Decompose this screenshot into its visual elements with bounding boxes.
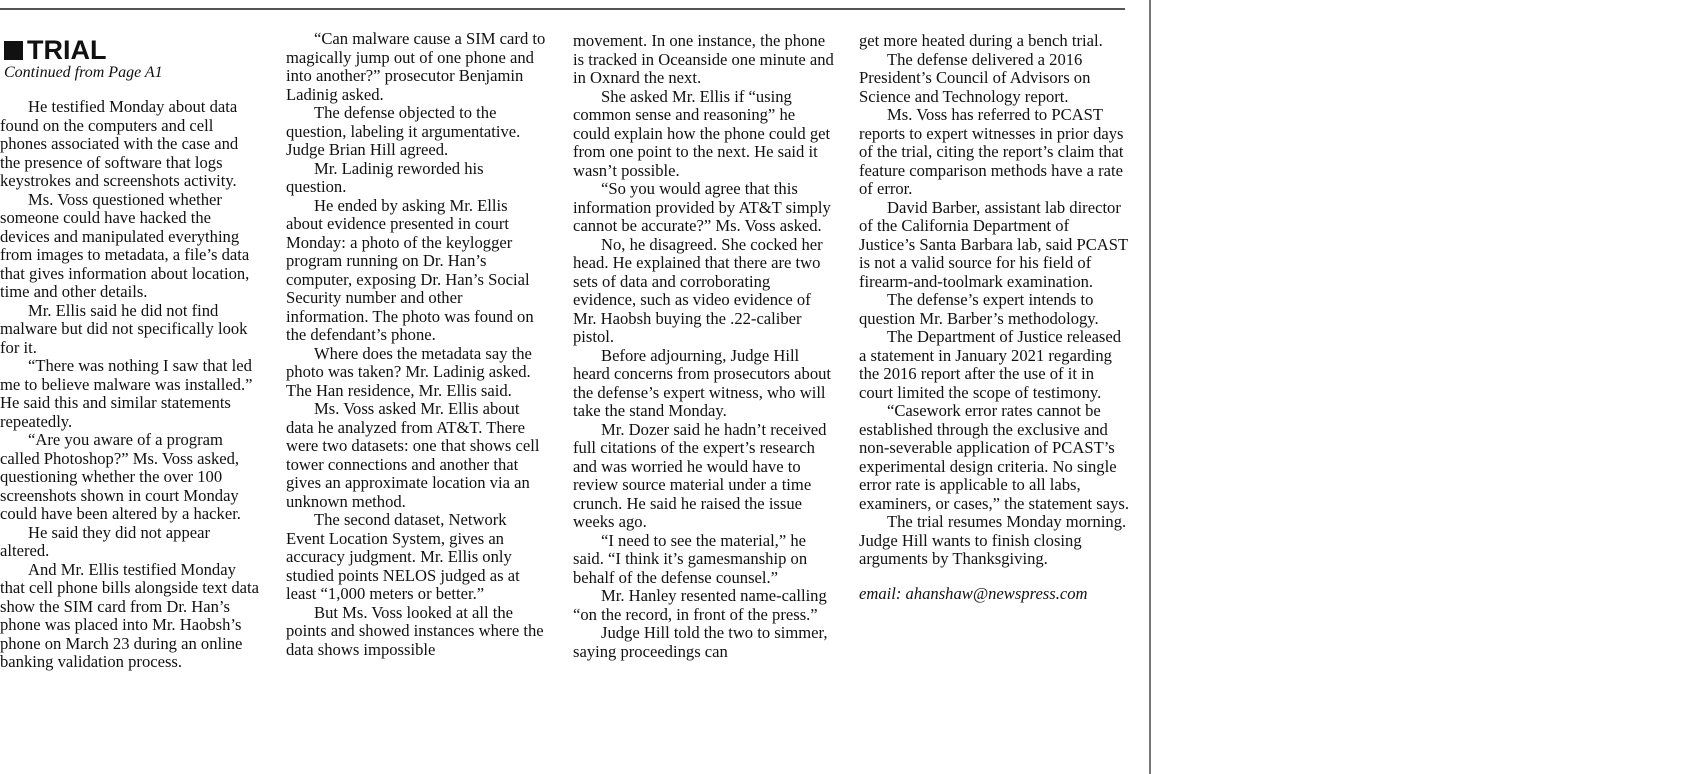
paragraph: And Mr. Ellis testified Monday that cell phone bills alongside text data show the SIM card from Dr. Han’s phone was placed into Mr. Haobsh’s phone on March 23 during an online banking validation process.: [0, 559, 259, 671]
paragraph: He testified Monday about data found on the computers and cell phones associated with the case and the presence of software that logs keystrokes and screenshots activity.: [0, 97, 239, 190]
paragraph: The trial resumes Monday morning. Judge Hill wants to finish closing arguments by Thanksgiving.: [859, 512, 1127, 568]
paragraph: movement. In one instance, the phone is tracked in Oceanside one minute and in Oxnard the next.: [573, 31, 834, 87]
paragraph: “Casework error rates cannot be established through the exclusive and non-severable application of PCAST’s experimental design criteria. No single error rate is applicable to all labs, examiners, or cases,” the statement says.: [859, 401, 1130, 513]
column-4: [859, 32, 1129, 603]
paragraph: But Ms. Voss looked at all the points and showed instances where the data shows impossible: [286, 602, 544, 659]
paragraph: Ms. Voss asked Mr. Ellis about data he analyzed from AT&T. There were two datasets: one that shows cell tower connections and another that gives an approximate location via an unknown method.: [286, 399, 540, 511]
paragraph: get more heated during a bench trial.: [859, 31, 1103, 50]
top-rule: [0, 8, 1125, 10]
paragraph: Ms. Voss has referred to PCAST reports to expert witnesses in prior days of the trial, citing the report’s claim that feature comparison methods have a rate of error.: [859, 105, 1124, 198]
paragraph: No, he disagreed. She cocked her head. He explained that there are two sets of data and corroborating evidence, such as video evidence of Mr. Haobsh buying the .22-caliber pistol.: [573, 234, 823, 346]
paragraph: Judge Hill told the two to simmer, saying proceedings can: [573, 623, 828, 661]
paragraph: Mr. Ladinig reworded his question.: [286, 158, 484, 196]
paragraph: She asked Mr. Ellis if “using common sense and reasoning” he could explain how the phone could get from one point to the next. He said it wasn’t possible.: [573, 86, 831, 180]
paragraph: “There was nothing I saw that led me to believe malware was installed.” He said this and similar statements repeatedly.: [0, 356, 253, 431]
paragraph: The defense’s expert intends to question Mr. Barber’s methodology.: [859, 290, 1099, 328]
paragraph: Ms. Voss questioned whether someone could have hacked the devices and manipulated everything from images to metadata, a file’s data that gives information about location, time and other details.: [0, 189, 250, 301]
column-1: [0, 30, 262, 672]
paragraph: Mr. Dozer said he hadn’t received full citations of the expert’s research and was worried he would have to review source material under a time crunch. He said he raised the issue weeks ago.: [573, 419, 827, 531]
column-divider: [1149, 0, 1151, 774]
column-3: [573, 32, 835, 661]
headline: [0, 36, 262, 64]
paragraph: Mr. Hanley resented name-calling “on the record, in front of the press.”: [573, 586, 827, 624]
paragraph: He ended by asking Mr. Ellis about evidence presented in court Monday: a photo of the keylogger program running on Dr. Han’s computer, exposing Dr. Han’s Social Security number and other information. The photo was found on the defendant’s phone.: [286, 195, 534, 344]
paragraph: The defense delivered a 2016 President’s Council of Advisors on Science and Technology report.: [859, 49, 1091, 106]
paragraph: Mr. Ellis said he did not find malware but did not specifically look for it.: [0, 300, 248, 357]
headline-square-icon: [4, 41, 23, 60]
paragraph: The Department of Justice released a statement in January 2021 regarding the 2016 report after the use of it in court limited the scope of testimony.: [859, 327, 1122, 402]
paragraph: “I need to see the material,” he said. “I think it’s gamesmanship on behalf of the defense counsel.”: [573, 530, 808, 587]
paragraph: “Are you aware of a program called Photoshop?” Ms. Voss asked, questioning whether the over 100 screenshots shown in court Monday could have been altered by a hacker.: [0, 430, 241, 523]
continued-line: Continued from Page A1: [4, 64, 163, 81]
author-email: email: ahanshaw@newspress.com: [859, 583, 1088, 603]
paragraph: Where does the metadata say the photo was taken? Mr. Ladinig asked. The Han residence, Mr. Ellis said.: [286, 343, 532, 400]
paragraph: He said they did not appear altered.: [0, 522, 211, 560]
paragraph: The second dataset, Network Event Location System, gives an accuracy judgment. Mr. Ellis only studied points NELOS judged as at least “1,000 meters or better.”: [286, 510, 520, 603]
paragraph: Before adjourning, Judge Hill heard concerns from prosecutors about the defense’s expert witness, who will take the stand Monday.: [573, 345, 832, 420]
headline-text: TRIAL: [27, 35, 107, 65]
paragraph: The defense objected to the question, labeling it argumentative. Judge Brian Hill agreed.: [286, 103, 521, 159]
paragraph: “Can malware cause a SIM card to magically jump out of one phone and into another?” prosecutor Benjamin Ladinig asked.: [286, 29, 546, 104]
paragraph: David Barber, assistant lab director of the California Department of Justice’s Santa Barbara lab, said PCAST is not a valid source for his field of firearm-and-toolmark examination.: [859, 197, 1128, 291]
column-2: [286, 30, 548, 659]
paragraph: “So you would agree that this information provided by AT&T simply cannot be accurate?” Ms. Voss asked.: [573, 179, 831, 235]
